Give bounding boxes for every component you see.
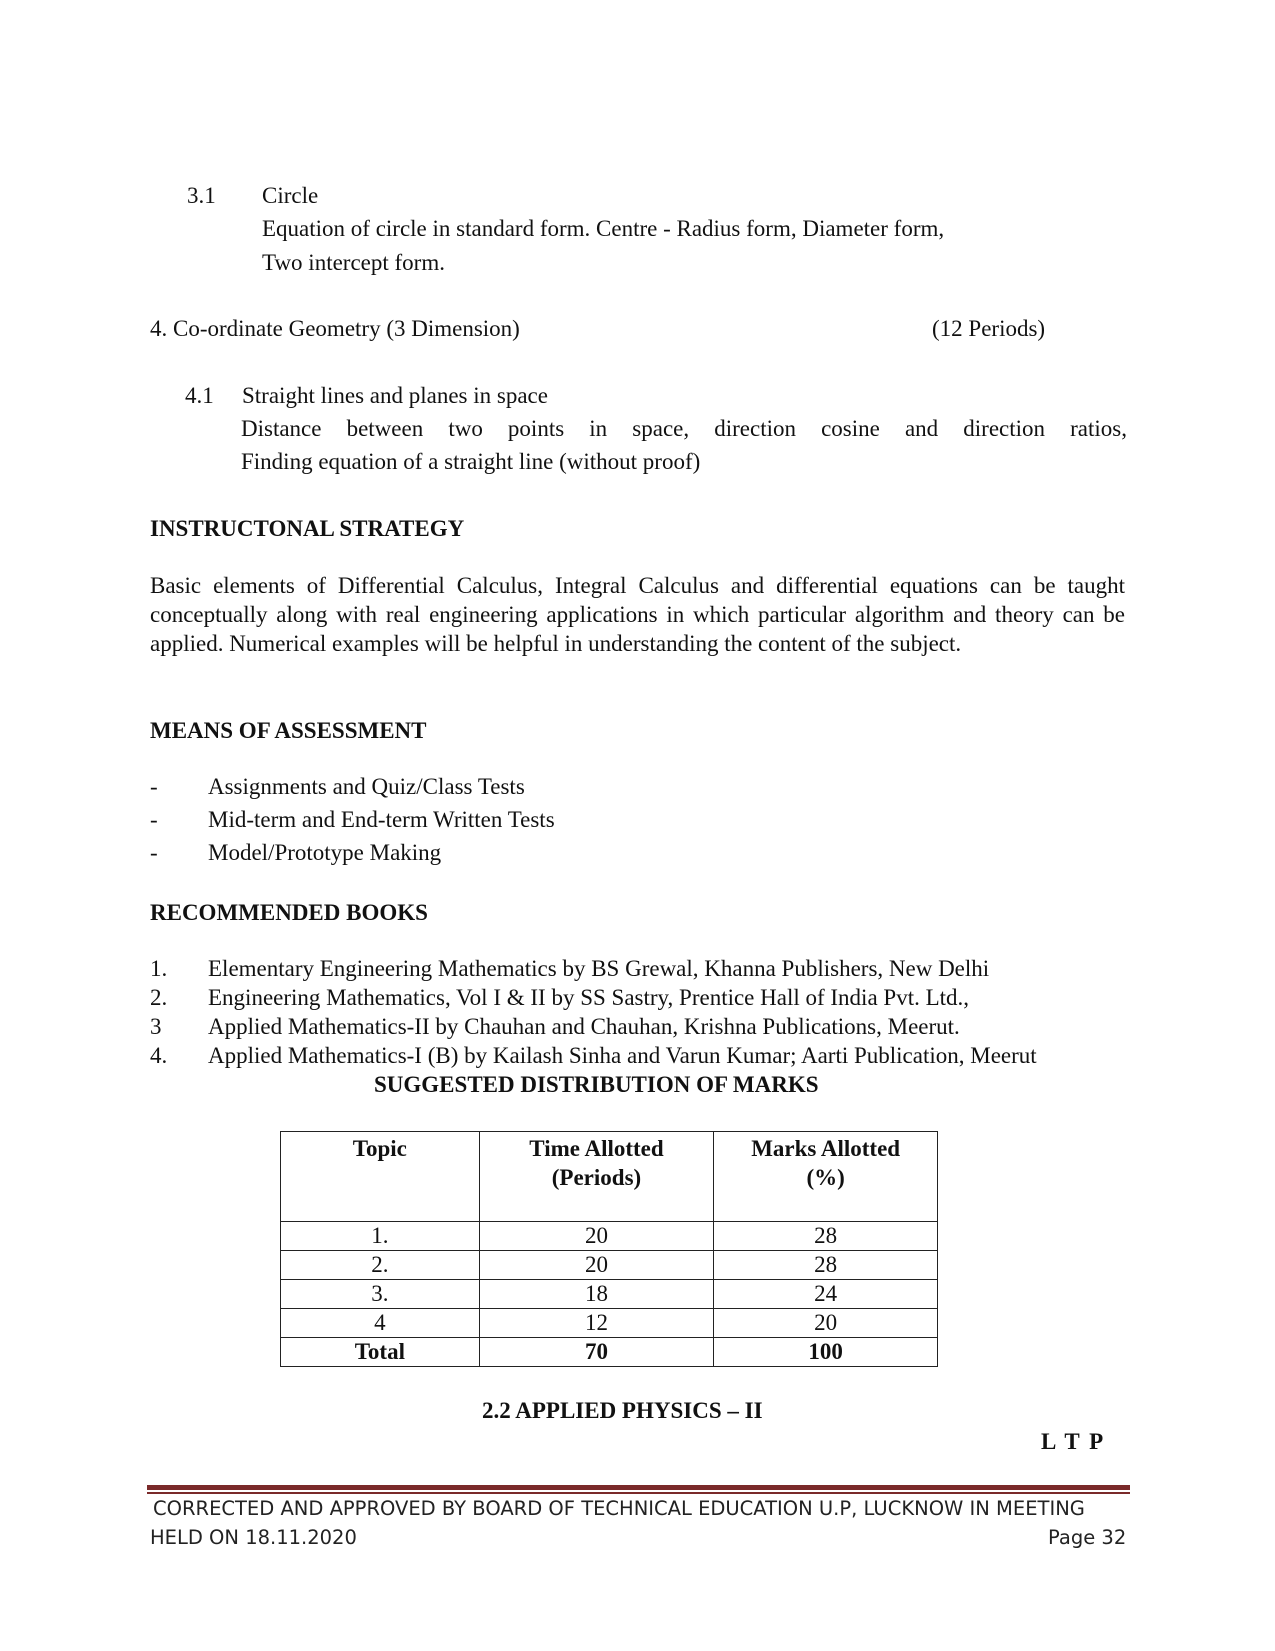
section-4-1-line-2: Finding equation of a straight line (without proof)	[241, 449, 701, 474]
footer-rule-thin	[147, 1492, 1130, 1494]
table-total-row	[281, 1338, 938, 1367]
table-row	[281, 1309, 938, 1338]
list-number: 2.	[150, 985, 168, 1010]
section-4-1-title: Straight lines and planes in space	[242, 383, 548, 408]
section-3-1-line-1: Equation of circle in standard form. Centre - Radius form, Diameter form,	[262, 216, 945, 241]
list-number: 4.	[150, 1043, 168, 1068]
strategy-paragraph: Basic elements of Differential Calculus, Integral Calculus and differential equations can be taught conceptually along with real engineering applications in which particular algorithm and theory can be applied. Numerical examples will be helpful in understanding the content of the subject.	[150, 573, 1125, 656]
cell-total-marks: 100	[714, 1338, 938, 1367]
footer-rule	[147, 1485, 1130, 1490]
section-3-1-number: 3.1	[187, 183, 216, 208]
list-dash: -	[150, 774, 158, 799]
section-4-1-line-1: Distance between two points in space, direction cosine and direction ratios,	[241, 416, 1127, 441]
marks-distribution-table	[280, 1131, 938, 1367]
section-4-periods: (12 Periods)	[932, 316, 1046, 341]
cell-marks: 24	[714, 1280, 938, 1309]
section-4-1-number: 4.1	[185, 383, 214, 408]
list-item-text: Applied Mathematics-I (B) by Kailash Sinha and Varun Kumar; Aarti Publication, Meerut	[208, 1043, 1037, 1068]
cell-topic: 4	[281, 1309, 480, 1338]
footer-approval-line-2: HELD ON 18.11.2020	[150, 1526, 357, 1549]
cell-marks: 20	[714, 1309, 938, 1338]
list-item-text: Assignments and Quiz/Class Tests	[208, 774, 525, 799]
cell-marks: 28	[714, 1222, 938, 1251]
list-number: 1.	[150, 956, 168, 981]
page-number: Page 32	[1048, 1526, 1127, 1549]
header-topic: Topic	[281, 1132, 480, 1222]
footer-approval-line-1: CORRECTED AND APPROVED BY BOARD OF TECHNICAL EDUCATION U.P, LUCKNOW IN MEETING	[153, 1497, 1085, 1520]
distribution-heading: SUGGESTED DISTRIBUTION OF MARKS	[374, 1072, 819, 1097]
cell-total-label: Total	[281, 1338, 480, 1367]
section-3-1-line-2: Two intercept form.	[262, 250, 445, 275]
next-section-title: 2.2 APPLIED PHYSICS – II	[482, 1398, 763, 1423]
cell-total-periods: 70	[479, 1338, 714, 1367]
table-row	[281, 1222, 938, 1251]
section-3-1-title: Circle	[262, 183, 319, 208]
cell-topic: 2.	[281, 1251, 480, 1280]
table-row	[281, 1251, 938, 1280]
assessment-heading: MEANS OF ASSESSMENT	[150, 718, 427, 743]
table-header-row	[281, 1132, 938, 1222]
books-heading: RECOMMENDED BOOKS	[150, 900, 428, 925]
list-number: 3	[150, 1014, 162, 1039]
list-item-text: Model/Prototype Making	[208, 840, 442, 865]
strategy-heading: INSTRUCTONAL STRATEGY	[150, 516, 465, 541]
list-item-text: Elementary Engineering Mathematics by BS Grewal, Khanna Publishers, New Delhi	[208, 956, 990, 981]
cell-topic: 1.	[281, 1222, 480, 1251]
cell-periods: 12	[479, 1309, 714, 1338]
section-4-heading: 4. Co-ordinate Geometry (3 Dimension)	[150, 316, 520, 341]
list-item-text: Applied Mathematics-II by Chauhan and Chauhan, Krishna Publications, Meerut.	[208, 1014, 960, 1039]
list-item-text: Mid-term and End-term Written Tests	[208, 807, 555, 832]
list-dash: -	[150, 840, 158, 865]
cell-periods: 20	[479, 1222, 714, 1251]
header-time-allotted: Time Allotted (Periods)	[479, 1132, 714, 1222]
list-dash: -	[150, 807, 158, 832]
list-item-text: Engineering Mathematics, Vol I & II by SS Sastry, Prentice Hall of India Pvt. Ltd.,	[208, 985, 970, 1010]
ltp-label: L T P	[1041, 1429, 1104, 1454]
table-row	[281, 1280, 938, 1309]
header-marks-allotted: Marks Allotted (%)	[714, 1132, 938, 1222]
cell-periods: 18	[479, 1280, 714, 1309]
cell-topic: 3.	[281, 1280, 480, 1309]
cell-marks: 28	[714, 1251, 938, 1280]
cell-periods: 20	[479, 1251, 714, 1280]
